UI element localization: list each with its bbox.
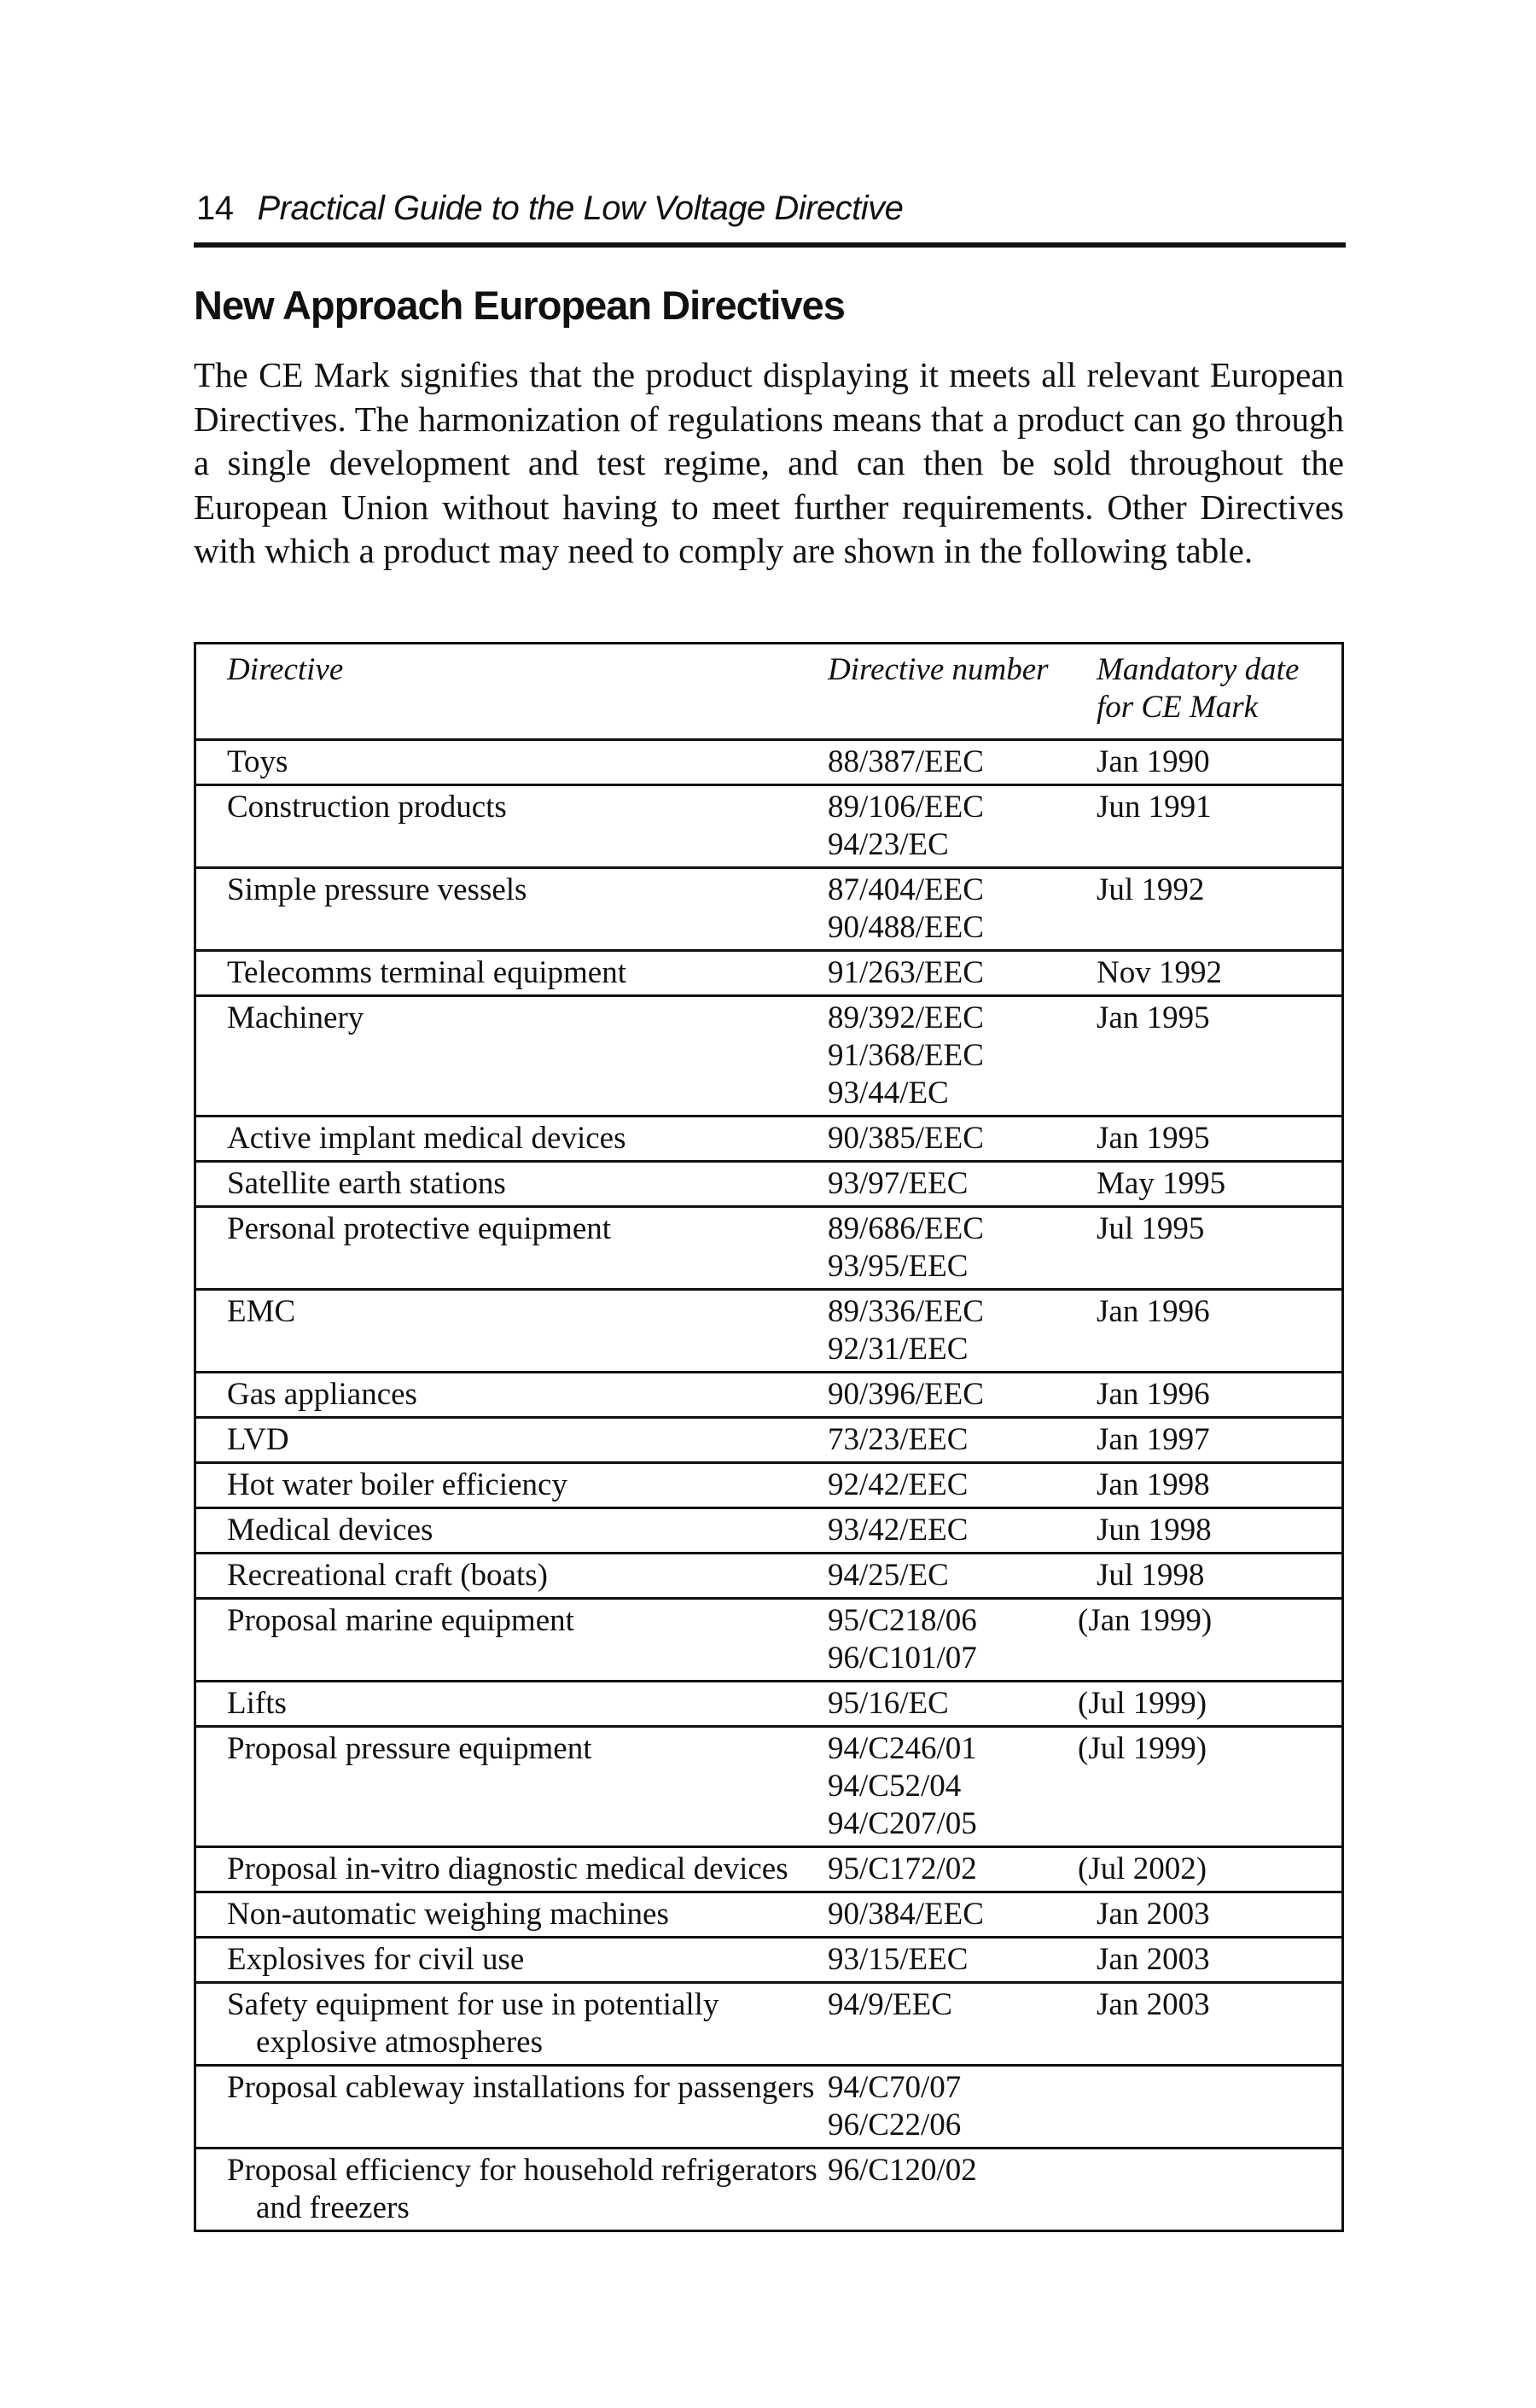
table-row [195, 1162, 1343, 1207]
directive-numbers [828, 1682, 1097, 1727]
mandatory-date: Jan 2003 [1097, 1942, 1210, 1977]
header-rule [194, 242, 1346, 248]
mandatory-date: (Jul 1999) [1078, 1686, 1207, 1721]
mandatory-date-cell [1097, 1983, 1343, 2066]
directive-name: Hot water boiler efficiency [227, 1467, 567, 1502]
mandatory-date-cell [1097, 1463, 1343, 1508]
mandatory-date: Jan 1995 [1097, 1121, 1210, 1156]
directive-numbers [828, 1599, 1097, 1682]
directive-number: 94/C207/05 [828, 1806, 977, 1841]
mandatory-date-cell [1078, 1599, 1343, 1682]
directive-number: 96/C101/07 [828, 1641, 977, 1676]
directive-number: 89/106/EEC [828, 790, 984, 825]
table-header-row [195, 644, 1343, 740]
table-row [195, 951, 1343, 996]
directive-numbers [828, 740, 1097, 785]
mandatory-date-cell [1097, 951, 1343, 996]
directive-number: 93/42/EEC [828, 1513, 969, 1548]
header-mandatory-date: Mandatory date for CE Mark [1097, 652, 1300, 725]
mandatory-date-cell [1097, 1508, 1343, 1554]
directive-numbers [828, 951, 1097, 996]
directive-name: Telecomms terminal equipment [227, 955, 626, 990]
directive-numbers [828, 2066, 1097, 2149]
mandatory-date: Jan 2003 [1097, 1897, 1210, 1932]
directive-name: Safety equipment for use in potentially explosive atmospheres [227, 1987, 719, 2060]
mandatory-date: Jan 1990 [1097, 744, 1210, 779]
directive-numbers [828, 785, 1097, 868]
directive-number: 88/387/EEC [828, 744, 984, 779]
directive-name: Simple pressure vessels [227, 872, 527, 907]
directive-numbers [828, 2149, 1097, 2231]
directive-number: 96/C120/02 [828, 2153, 977, 2188]
directive-number: 95/16/EC [828, 1686, 949, 1721]
directive-number: 95/C218/06 [828, 1603, 977, 1638]
directive-number: 89/686/EEC [828, 1211, 984, 1246]
table-row [195, 996, 1343, 1117]
directive-number: 93/97/EEC [828, 1166, 969, 1201]
mandatory-date-cell [1097, 2149, 1343, 2231]
directive-name: EMC [227, 1294, 296, 1329]
mandatory-date-cell [1097, 1373, 1343, 1418]
directive-number: 94/C70/07 [828, 2070, 962, 2105]
mandatory-date-cell [1097, 996, 1343, 1117]
directive-numbers [828, 1207, 1097, 1290]
table-row [195, 1207, 1343, 1290]
mandatory-date-cell [1097, 1892, 1343, 1938]
mandatory-date: Jan 2003 [1097, 1987, 1210, 2022]
mandatory-date: Jul 1998 [1097, 1558, 1205, 1593]
table-row [195, 868, 1343, 951]
mandatory-date-cell [1078, 1682, 1343, 1727]
directive-number: 89/336/EEC [828, 1294, 984, 1329]
section-heading: New Approach European Directives [194, 283, 845, 328]
mandatory-date-cell [1097, 1418, 1343, 1463]
mandatory-date-cell [1097, 1290, 1343, 1373]
mandatory-date: (Jan 1999) [1078, 1603, 1213, 1638]
directive-number: 90/488/EEC [828, 910, 984, 945]
mandatory-date-cell [1078, 1727, 1343, 1847]
running-head [196, 189, 1344, 228]
directive-number: 94/C246/01 [828, 1731, 977, 1766]
table-row [195, 2149, 1343, 2231]
table-row [195, 2066, 1343, 2149]
table-row [195, 1727, 1343, 1847]
directive-name: Non-automatic weighing machines [227, 1897, 669, 1932]
directive-name: Toys [227, 744, 288, 779]
header-directive-number: Directive number [828, 652, 1049, 687]
directive-number: 91/263/EEC [828, 955, 984, 990]
table-row [195, 1418, 1343, 1463]
directive-number: 94/9/EEC [828, 1987, 952, 2022]
mandatory-date: Jan 1998 [1097, 1467, 1210, 1502]
mandatory-date: Jan 1997 [1097, 1422, 1210, 1457]
directive-number: 93/44/EC [828, 1076, 949, 1111]
directive-number: 73/23/EEC [828, 1422, 969, 1457]
table-row [195, 740, 1343, 785]
mandatory-date-cell [1097, 740, 1343, 785]
directive-name: Recreational craft (boats) [227, 1558, 548, 1593]
table-row [195, 1983, 1343, 2066]
table-row [195, 1508, 1343, 1554]
directive-number: 92/42/EEC [828, 1467, 969, 1502]
directive-name: LVD [227, 1422, 289, 1457]
directive-name: Satellite earth stations [227, 1166, 506, 1201]
mandatory-date: Jun 1998 [1097, 1513, 1212, 1548]
directive-name: Machinery [227, 1000, 364, 1035]
directive-number: 94/25/EC [828, 1558, 949, 1593]
directive-numbers [828, 996, 1097, 1117]
directive-numbers [828, 1727, 1097, 1847]
mandatory-date: (Jul 1999) [1078, 1731, 1207, 1766]
table-row [195, 1554, 1343, 1599]
directive-numbers [828, 1290, 1097, 1373]
directive-numbers [828, 1117, 1097, 1162]
mandatory-date-cell [1097, 1162, 1343, 1207]
mandatory-date: Jul 1995 [1097, 1211, 1205, 1246]
mandatory-date: Jan 1996 [1097, 1294, 1210, 1329]
mandatory-date: May 1995 [1097, 1166, 1226, 1201]
book-title: Practical Guide to the Low Voltage Directive [257, 189, 904, 227]
directive-numbers [828, 1938, 1097, 1983]
directive-number: 89/392/EEC [828, 1000, 984, 1035]
table-row [195, 1463, 1343, 1508]
directive-numbers [828, 1373, 1097, 1418]
table-row [195, 1892, 1343, 1938]
body-paragraph: The CE Mark signifies that the product displaying it meets all relevant European Directives. The harmonization of regulations means that a product can go through a single development and test regime, and can then be sold throughout the European Union without having to meet further requirements. Other Directives with which a product may need to comply are shown in the following table. [194, 355, 1344, 570]
directive-number: 94/C52/04 [828, 1769, 962, 1804]
directive-number: 87/404/EEC [828, 872, 984, 907]
directive-number: 96/C22/06 [828, 2108, 962, 2143]
mandatory-date-cell [1097, 785, 1343, 868]
directive-number: 91/368/EEC [828, 1038, 984, 1073]
directive-name: Proposal pressure equipment [227, 1731, 592, 1766]
directive-name: Explosives for civil use [227, 1942, 525, 1977]
directive-numbers [828, 1847, 1097, 1892]
directive-name: Construction products [227, 790, 507, 825]
directive-number: 90/385/EEC [828, 1121, 984, 1156]
directive-numbers [828, 1162, 1097, 1207]
directive-name: Lifts [227, 1686, 287, 1721]
directives-table [194, 642, 1344, 2232]
directive-name: Proposal in-vitro diagnostic medical devices [227, 1851, 788, 1886]
directive-numbers [828, 1463, 1097, 1508]
mandatory-date-cell [1097, 868, 1343, 951]
directive-name: Gas appliances [227, 1377, 417, 1412]
table-row [195, 785, 1343, 868]
table-row [195, 1117, 1343, 1162]
directive-name: Proposal efficiency for household refrigerators and freezers [227, 2153, 817, 2225]
table-row [195, 1599, 1343, 1682]
directive-numbers [828, 868, 1097, 951]
table-row [195, 1373, 1343, 1418]
page-number: 14 [196, 189, 234, 227]
directive-name: Proposal cableway installations for passengers [227, 2070, 815, 2105]
directive-numbers [828, 1983, 1097, 2066]
mandatory-date-cell [1097, 1207, 1343, 1290]
mandatory-date-cell [1097, 1938, 1343, 1983]
directive-number: 90/384/EEC [828, 1897, 984, 1932]
directive-numbers [828, 1554, 1097, 1599]
directive-numbers [828, 1892, 1097, 1938]
directive-number: 90/396/EEC [828, 1377, 984, 1412]
table-row [195, 1290, 1343, 1373]
directive-numbers [828, 1508, 1097, 1554]
mandatory-date-cell [1097, 1117, 1343, 1162]
directive-name: Proposal marine equipment [227, 1603, 574, 1638]
directive-number: 95/C172/02 [828, 1851, 977, 1886]
mandatory-date-cell [1078, 1847, 1343, 1892]
mandatory-date: Jan 1996 [1097, 1377, 1210, 1412]
directive-number: 92/31/EEC [828, 1332, 969, 1367]
directive-numbers [828, 1418, 1097, 1463]
mandatory-date: Jun 1991 [1097, 790, 1212, 825]
directive-name: Active implant medical devices [227, 1121, 626, 1156]
directive-number: 94/23/EC [828, 827, 949, 862]
mandatory-date: Nov 1992 [1097, 955, 1222, 990]
mandatory-date: Jul 1992 [1097, 872, 1205, 907]
directive-name: Personal protective equipment [227, 1211, 612, 1246]
mandatory-date-cell [1097, 2066, 1343, 2149]
directive-name: Medical devices [227, 1513, 433, 1548]
mandatory-date: (Jul 2002) [1078, 1851, 1207, 1886]
table-row [195, 1847, 1343, 1892]
table-row [195, 1682, 1343, 1727]
header-directive: Directive [227, 652, 344, 687]
directive-number: 93/15/EEC [828, 1942, 969, 1977]
mandatory-date-cell [1097, 1554, 1343, 1599]
table-row [195, 1938, 1343, 1983]
mandatory-date: Jan 1995 [1097, 1000, 1210, 1035]
directive-number: 93/95/EEC [828, 1249, 969, 1284]
